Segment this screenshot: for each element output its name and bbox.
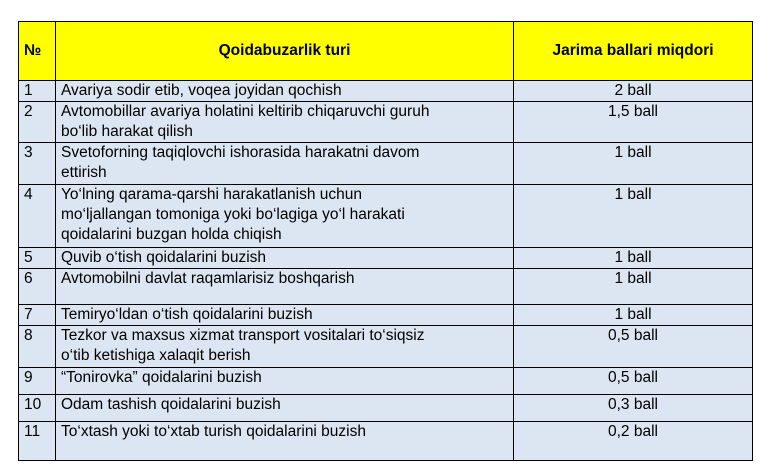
row-number: 4 — [19, 185, 56, 248]
table-row — [19, 368, 753, 395]
row-violation — [56, 81, 514, 102]
row-fine: 0,5 ball — [514, 326, 753, 368]
row-number: 2 — [19, 102, 56, 143]
fines-table — [18, 21, 753, 461]
violation-line: Quvib o‘tish qoidalarini buzish — [61, 249, 267, 266]
violation-line: Odam tashish qoidalarini buzish — [61, 396, 281, 413]
violation-line: mo‘ljallangan tomoniga yoki bo‘lagiga yo‘l harakati — [61, 206, 405, 223]
row-violation — [56, 422, 514, 461]
table-row — [19, 395, 753, 422]
row-fine: 2 ball — [514, 81, 753, 102]
violation-line: Tezkor va maxsus xizmat transport vositalari to‘siqsiz — [61, 327, 425, 344]
row-number: 5 — [19, 248, 56, 269]
table-row — [19, 185, 753, 248]
header-violation-type: Qoidabuzarlik turi — [56, 22, 514, 81]
violation-line: Avtomobilni davlat raqamlarisiz boshqarish — [61, 270, 355, 287]
table-row — [19, 102, 753, 143]
row-fine: 0,2 ball — [514, 422, 753, 461]
table-header-row — [19, 22, 753, 81]
violation-line: bo‘lib harakat qilish — [61, 123, 193, 140]
table-row — [19, 81, 753, 102]
row-number: 7 — [19, 305, 56, 326]
row-number: 1 — [19, 81, 56, 102]
violation-line: o‘tib ketishiga xalaqit berish — [61, 347, 251, 364]
row-violation — [56, 143, 514, 185]
row-violation — [56, 368, 514, 395]
row-violation — [56, 269, 514, 305]
violation-line: To‘xtash yoki to‘xtab turish qoidalarini buzish — [61, 423, 366, 440]
violation-line: Avtomobillar avariya holatini keltirib chiqaruvchi guruh — [61, 103, 430, 120]
table-row — [19, 269, 753, 305]
table-row — [19, 305, 753, 326]
row-fine: 1 ball — [514, 305, 753, 326]
row-violation — [56, 305, 514, 326]
violation-line: ettirish — [61, 164, 107, 181]
row-fine: 0,5 ball — [514, 368, 753, 395]
row-number: 10 — [19, 395, 56, 422]
row-fine: 0,3 ball — [514, 395, 753, 422]
violation-line: Avariya sodir etib, voqea joyidan qochish — [61, 82, 342, 99]
row-fine: 1 ball — [514, 248, 753, 269]
header-fine-points: Jarima ballari miqdori — [514, 22, 753, 81]
row-fine: 1 ball — [514, 185, 753, 248]
table-row — [19, 248, 753, 269]
row-number: 11 — [19, 422, 56, 461]
row-violation — [56, 102, 514, 143]
violation-line: Yo‘lning qarama-qarshi harakatlanish uchun — [61, 186, 363, 203]
violation-line: Svetoforning taqiqlovchi ishorasida harakatni davom — [61, 144, 420, 161]
row-fine: 1,5 ball — [514, 102, 753, 143]
row-violation — [56, 395, 514, 422]
row-fine: 1 ball — [514, 269, 753, 305]
table-row — [19, 326, 753, 368]
violation-line: Temiryo‘ldan o‘tish qoidalarini buzish — [61, 306, 313, 323]
row-number: 8 — [19, 326, 56, 368]
header-number: № — [19, 22, 56, 81]
row-number: 6 — [19, 269, 56, 305]
row-fine: 1 ball — [514, 143, 753, 185]
table-row — [19, 422, 753, 461]
violation-line: “Tonirovka” qoidalarini buzish — [61, 369, 262, 386]
violation-line: qoidalarini buzgan holda chiqish — [61, 226, 282, 243]
row-number: 3 — [19, 143, 56, 185]
row-violation — [56, 326, 514, 368]
table-row — [19, 143, 753, 185]
row-violation — [56, 185, 514, 248]
row-violation — [56, 248, 514, 269]
row-number: 9 — [19, 368, 56, 395]
